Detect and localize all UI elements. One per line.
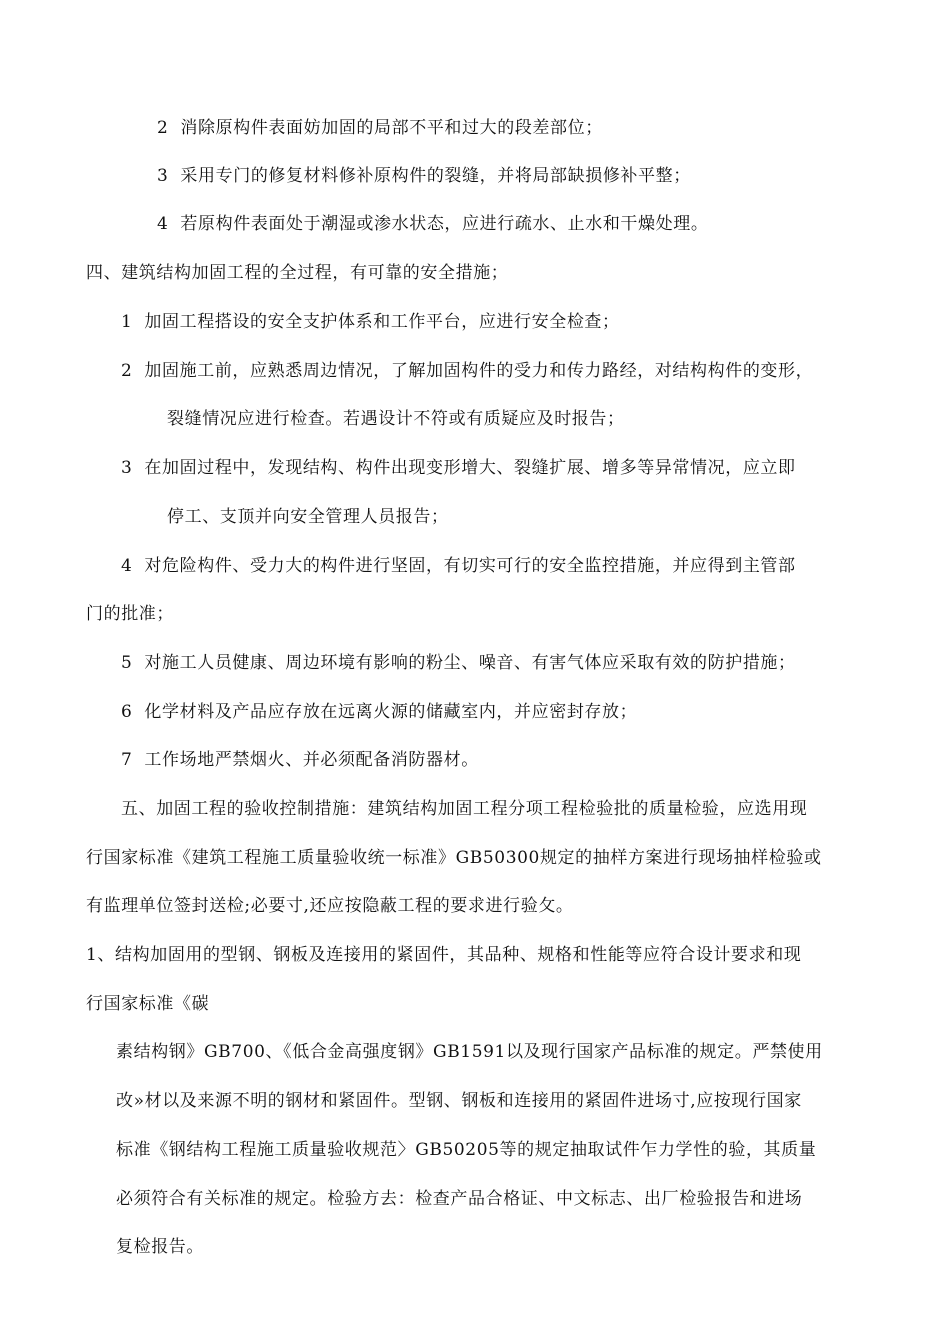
clause-1-line-5 <box>116 1138 816 1162</box>
section-5-line-3 <box>86 894 574 918</box>
item-4-drying <box>157 212 708 236</box>
item-number: 5 <box>121 653 133 673</box>
item-text: 对施工人员健康、周边环境有影响的粉尘、噪音、有害气体应采取有效的防护措施； <box>144 653 796 673</box>
section-5-heading <box>121 797 807 821</box>
paragraph-text: 素结构钢》GB700、《低合金高强度钢》GB1591以及现行国家产品标准的规定。严禁使用 <box>116 1042 823 1062</box>
item-number: 7 <box>121 750 133 770</box>
item-3-repair-cracks <box>157 164 691 188</box>
item-6-chemical-storage <box>121 700 637 724</box>
item-text: 工作场地严禁烟火、并必须配备消防器材。 <box>144 750 479 770</box>
clause-1-line-7 <box>116 1235 204 1259</box>
item-text: 化学材料及产品应存放在远离火源的储藏室内，并应密封存放； <box>144 702 638 722</box>
clause-1-line-4 <box>116 1089 802 1113</box>
item-text: 消除原构件表面妨加固的局部不平和过大的段差部位； <box>180 118 603 138</box>
paragraph-text: 标准《钢结构工程施工质量验收规范〉GB50205等的规定抽取试件乍力学性的验，其质量 <box>116 1140 817 1160</box>
paragraph-text: 行国家标准《碳 <box>86 994 210 1014</box>
item-2-before-construction <box>121 359 813 383</box>
paragraph-text: 行国家标准《建筑工程施工质量验收统一标准》GB50300规定的抽样方案进行现场抽样检验或 <box>86 848 822 868</box>
item-4-continuation <box>86 602 174 626</box>
section-heading-text: 四、建筑结构加固工程的全过程，有可靠的安全措施； <box>86 263 509 283</box>
item-2-continuation <box>167 407 625 431</box>
clause-1-line-6 <box>116 1187 802 1211</box>
section-5-line-2 <box>86 846 822 870</box>
item-number: 6 <box>121 702 133 722</box>
item-text: 加固工程搭设的安全支护体系和工作平台，应进行安全检查； <box>144 312 620 332</box>
item-number: 4 <box>157 214 169 234</box>
item-3-continuation <box>167 505 449 529</box>
item-text: 若原构件表面处于潮湿或渗水状态，应进行疏水、止水和干燥处理。 <box>180 214 709 234</box>
item-number: 2 <box>121 361 133 381</box>
item-2-clear-unevenness <box>157 116 603 140</box>
item-text: 裂缝情况应进行检查。若遇设计不符或有质疑应及时报告； <box>167 409 625 429</box>
item-text: 停工、支顶并向安全管理人员报告； <box>167 507 449 527</box>
item-5-protection <box>121 651 796 675</box>
paragraph-text: 改»材以及来源不明的钢材和紧固件。型钢、钢板和连接用的紧固件进场寸,应按现行国家 <box>116 1091 802 1111</box>
paragraph-text: 必须符合有关标准的规定。检验方去：检查产品合格证、中文标志、出厂检验报告和进场 <box>116 1189 803 1209</box>
paragraph-text: 有监理单位签封送检;必要寸,还应按隐蔽工程的要求进行验攵。 <box>86 896 574 916</box>
paragraph-text: 五、加固工程的验收控制措施：建筑结构加固工程分项工程检验批的质量检验，应选用现 <box>121 799 808 819</box>
item-text: 对危险构件、受力大的构件进行坚固，有切实可行的安全监控措施，并应得到主管部 <box>144 556 796 576</box>
item-text: 采用专门的修复材料修补原构件的裂缝，并将局部缺损修补平整； <box>180 166 691 186</box>
item-number: 4 <box>121 556 133 576</box>
item-text: 门的批准； <box>86 604 174 624</box>
clause-1-line-3 <box>116 1040 823 1064</box>
item-number: 3 <box>121 458 133 478</box>
item-number: 2 <box>157 118 169 138</box>
clause-1-line-1 <box>86 943 801 967</box>
item-4-dangerous-members <box>121 554 796 578</box>
item-text: 在加固过程中，发现结构、构件出现变形增大、裂缝扩展、增多等异常情况，应立即 <box>144 458 796 478</box>
clause-1-line-2 <box>86 992 209 1016</box>
item-7-no-fire <box>121 748 479 772</box>
item-number: 1 <box>121 312 133 332</box>
item-1-safety-check <box>121 310 620 334</box>
section-4-heading <box>86 261 508 285</box>
item-text: 加固施工前，应熟悉周边情况，了解加固构件的受力和传力路经，对结构构件的变形， <box>144 361 814 381</box>
item-3-during-reinforcement <box>121 456 796 480</box>
paragraph-text: 1、结构加固用的型钢、钢板及连接用的紧固件，其品种、规格和性能等应符合设计要求和现 <box>86 945 802 965</box>
paragraph-text: 复检报告。 <box>116 1237 204 1257</box>
item-number: 3 <box>157 166 169 186</box>
